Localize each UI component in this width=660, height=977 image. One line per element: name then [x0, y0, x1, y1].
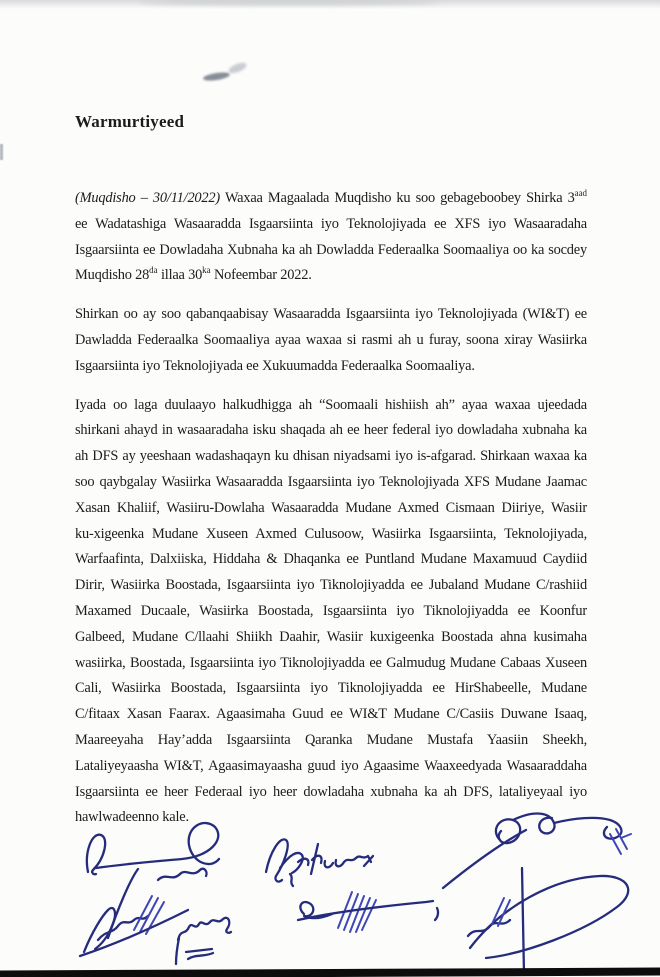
- text-line: Xasan Khaliif, Wasiiru-Dowlaha Wasaaradda Mudane Axmed Cismaan Diiriye, Wasiir: [75, 499, 587, 516]
- scan-top-streak: [140, 0, 440, 6]
- text-line: Shirkan oo ay soo qabanqaabisay Wasaaradda Isgaarsiinta iyo Teknolojiyada (WI&T) ee: [75, 306, 587, 323]
- text-line: Dirir, Wasiirka Boostada, Isgaarsiinta iyo Tiknolojiyadda ee Jubaland Mudane C/rashiid: [75, 577, 587, 594]
- text-line: Galbeed, Mudane C/llaahi Shiikh Daahir, Wasiir kuxigeenka Boostada ahna kusimaha: [75, 628, 587, 645]
- text-line: Muqdisho $28^{da}$ illaa $30^{ka}$ Nofeembar 2022.: [75, 265, 312, 284]
- scan-smudge: [203, 71, 231, 82]
- text-line: (Muqdisho – 30/11/2022) Waxaa Magaalada Muqdisho ku soo gebageboobey Shirka $3^{aad}$: [75, 188, 587, 206]
- text-line: Maareeyaha Hay’adda Isgaarsiinta Qaranka Mudane Mustafa Yaasiin Sheekh,: [75, 731, 587, 748]
- text-line: wasiirka, Boostada, Isgaarsiinta iyo Tiknolojiyadda ee Galmudug Mudane Cabaas Xuseen: [75, 654, 587, 671]
- signature-5: [292, 880, 444, 948]
- text-line: Isgaarsiinta iyo Teknolojiyada ee Xukuumadda Federaalka Soomaaliya.: [75, 357, 475, 374]
- signature-block: [0, 808, 660, 977]
- text-line: Isgaarsiinta ee heer Federaal iyo heer dowladaha xubnaha ka ah DFS, lataliyeyaal iyo: [75, 783, 587, 800]
- scan-edge-mark: [0, 144, 3, 160]
- text-line: hawlwadeenno kale.: [75, 809, 189, 826]
- text-line: Cali, Wasiirka Boostada, Isgaarsiinta iyo Tiknolojiyadda ee HirShabeelle, Mudane: [75, 680, 587, 697]
- text-line: ku-xigeenka Mudane Xuseen Axmed Culusoow, Wasiirka Isgaarsiinta, Teknolojiyada,: [75, 525, 587, 542]
- text-line: Isgaarsiinta ee Dowladaha Xubnaha ka ah Dowladda Federaalka Soomaaliya oo ka socdey: [75, 241, 587, 258]
- text-line: Dawladda Federaalka Soomaaliya ayaa waxaa si rasmi ah u furay, soona xiray Wasiirka: [75, 331, 587, 348]
- text-line: C/fitaax Xasan Faarax. Agaasimaha Guud ee WI&T Mudane C/Casiis Duwane Isaaq,: [75, 706, 587, 723]
- text-line: soo qaybgalay Wasiirka Wasaaradda Isgaarsiinta iyo Teknolojiyada XFS Mudane Jaamac: [75, 473, 587, 490]
- text-line: ee Wadatashiga Wasaaradda Isgaarsiinta iyo Teknolojiyada ee XFS iyo Wasaaradaha: [75, 215, 587, 232]
- signature-7: [450, 860, 656, 977]
- scan-smudge-light: [227, 61, 248, 76]
- text-line: Maxamed Ducaale, Wasiirka Boostada, Isgaarsiinta iyo Tiknolojiyadda ee Koonfur: [75, 602, 587, 619]
- paragraph: [75, 393, 587, 832]
- text-line: ah DFS ay yeeshaan wadashaqayn ku dhisan niyadsami iyo is-afgarad. Shirkaan waxaa ka: [75, 448, 587, 465]
- document-title: Warmurtiyeed: [75, 112, 185, 131]
- paragraph: [75, 302, 587, 379]
- paragraph: [75, 186, 587, 289]
- signature-4: [252, 826, 374, 888]
- text-line: Warfaafinta, Dalxiiska, Hiddaha & Dhaqanka ee Puntland Mudane Maxamuud Caydiid: [75, 551, 587, 568]
- text-line: Iyada oo laga duulaayo halkudhigga ah “Soomaali hishiish ah” ayaa waxaa ujeedada: [75, 396, 587, 413]
- signature-3: [168, 910, 242, 972]
- text-line: Lataliyeyaasha WI&T, Agaasimayaasha guud iyo Agaasime Waaxeedyada Wasaaraddaha: [75, 757, 587, 774]
- document-body: [75, 186, 587, 844]
- text-line: shirkani ahayd in wasaaradaha isku shaqada ah ee heer federal iyo dowladaha xubnaha ka: [75, 422, 587, 439]
